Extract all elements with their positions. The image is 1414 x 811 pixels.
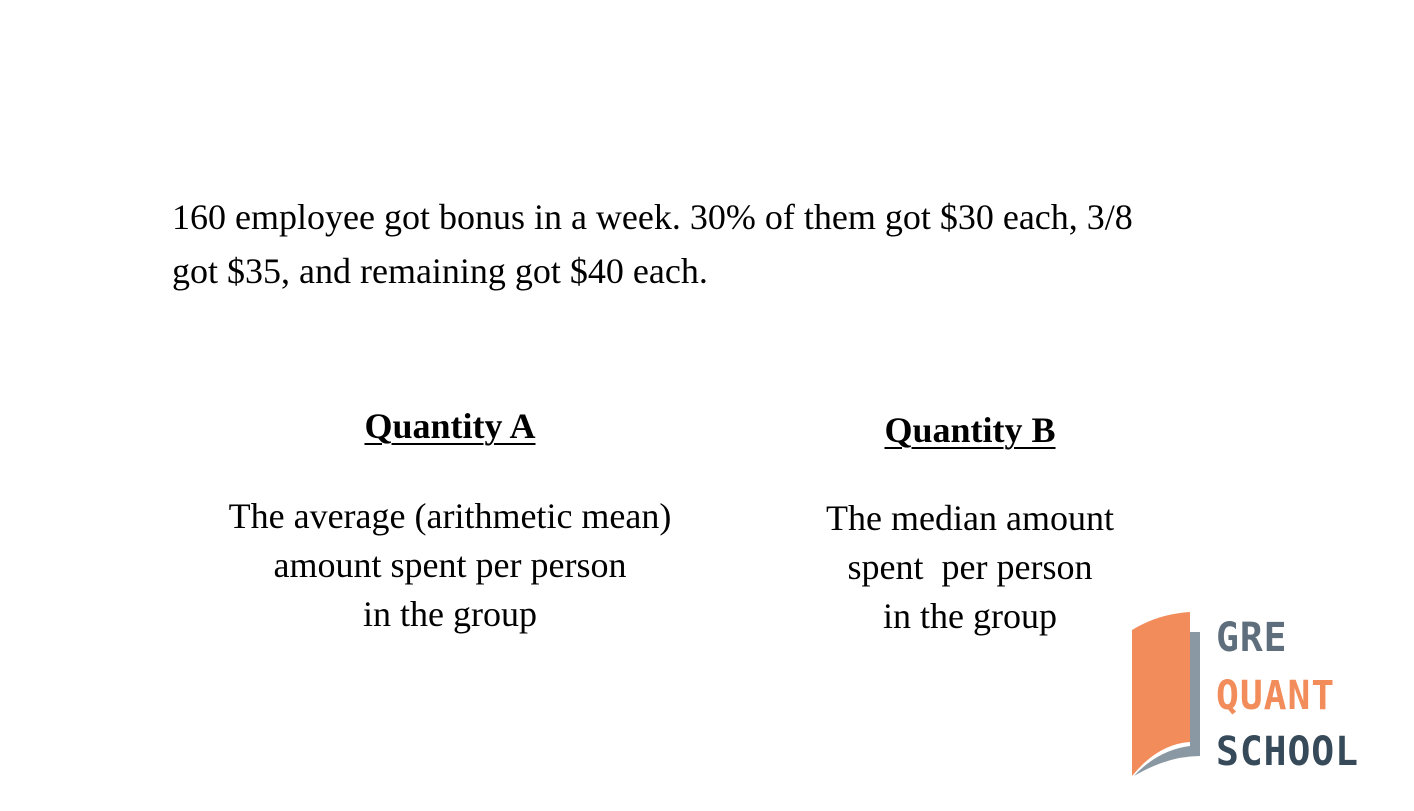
quantity-b-line-2: spent per person — [847, 547, 1093, 587]
book-icon — [1128, 610, 1218, 780]
quantity-b-line-1: The median amount — [826, 498, 1114, 538]
problem-line-1: 160 employee got bonus in a week. 30% of them got $30 each, 3/8 — [172, 197, 1133, 237]
logo-word-quant: QUANT — [1216, 673, 1336, 719]
quantity-a-line-3: in the group — [363, 594, 537, 634]
quantity-a-line-2: amount spent per person — [273, 545, 627, 585]
quantity-a-heading: Quantity A — [364, 406, 536, 446]
quantity-a-line-1: The average (arithmetic mean) — [228, 496, 672, 536]
quantity-b-heading: Quantity B — [884, 410, 1056, 450]
quantity-b-line-3: in the group — [883, 596, 1057, 636]
logo-word-gre: GRE — [1216, 615, 1288, 661]
logo-word-school: SCHOOL — [1216, 729, 1359, 775]
quantity-a-text — [170, 492, 730, 639]
problem-statement — [172, 190, 1272, 298]
problem-line-2: got $35, and remaining got $40 each. — [172, 251, 708, 291]
gre-quant-school-logo — [1128, 610, 1378, 780]
